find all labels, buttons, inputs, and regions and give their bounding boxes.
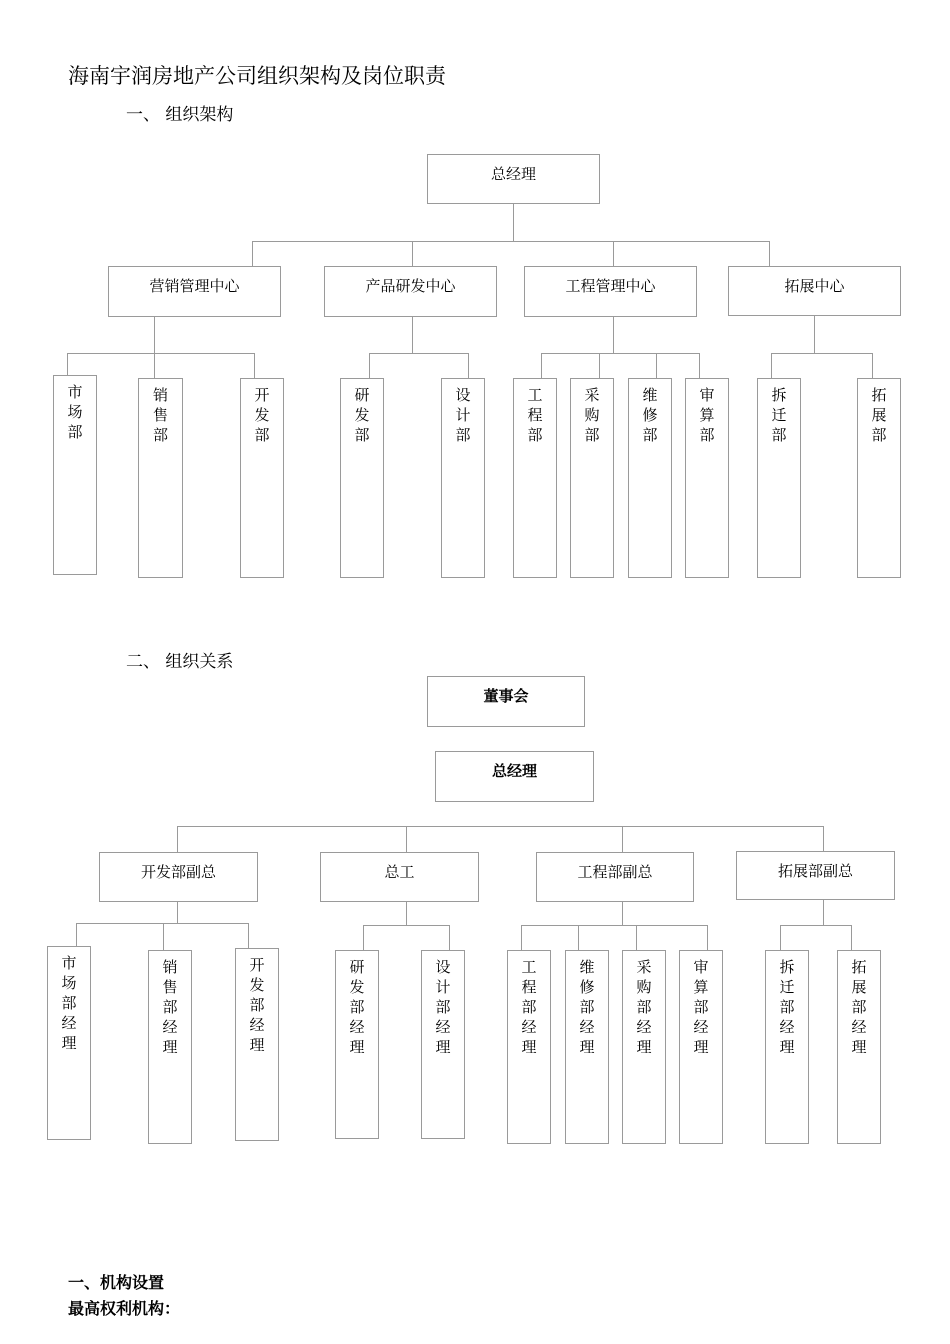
org-node-label: 设 计 部 经 理 [435, 958, 451, 1056]
org-node-label: 研 发 部 经 理 [349, 958, 365, 1056]
org-node-dept [570, 378, 614, 578]
org-node-label: 审 算 部 [699, 386, 715, 444]
org-node-label: 维 修 部 经 理 [579, 958, 595, 1056]
document-title: 海南宇润房地产公司组织架构及岗位职责 [68, 64, 446, 88]
org-node-manager [148, 950, 192, 1144]
org-node-manager [679, 950, 723, 1144]
org-node-engineering-center: 工程管理中心 [524, 266, 697, 317]
org-node-label: 维 修 部 [642, 386, 658, 444]
org-node-label: 工 程 部 [527, 386, 543, 444]
org-node-general-manager: 总经理 [427, 154, 600, 204]
org-node-label: 市 场 部 经 理 [61, 954, 77, 1052]
org-node-label: 拓 展 部 [871, 386, 887, 444]
org-node-label: 采 购 部 经 理 [636, 958, 652, 1056]
org-node-marketing-center: 营销管理中心 [108, 266, 281, 317]
org-node-manager [235, 948, 279, 1141]
section-org-relations-heading: 二、 组织关系 [126, 652, 234, 672]
org-node-dept [513, 378, 557, 578]
org-node-dept [340, 378, 384, 578]
section-institution-subheading: 最高权利机构： [68, 1299, 181, 1318]
org-node-dept [441, 378, 485, 578]
org-node-label: 销 售 部 经 理 [162, 958, 178, 1056]
org-node-manager [335, 950, 379, 1139]
org-node-dept [857, 378, 901, 578]
org-node-label: 工 程 部 经 理 [521, 958, 537, 1056]
org-node-deputy: 拓展部副总 [736, 851, 895, 900]
org-node-label: 审 算 部 经 理 [693, 958, 709, 1056]
org-node-label: 采 购 部 [584, 386, 600, 444]
org-node-manager [765, 950, 809, 1144]
org-node-label: 设 计 部 [455, 386, 471, 444]
org-node-dept [628, 378, 672, 578]
org-node-dept [240, 378, 284, 578]
org-node-label: 拆 迁 部 [771, 386, 787, 444]
org-node-general-manager-2: 总经理 [435, 751, 594, 802]
org-node-board: 董事会 [427, 676, 585, 727]
org-node-dept [53, 375, 97, 575]
org-node-deputy: 开发部副总 [99, 852, 258, 902]
org-node-dept [138, 378, 183, 578]
section-institution-heading: 一、机构设置 [68, 1273, 165, 1292]
org-node-deputy: 总工 [320, 852, 479, 902]
org-node-deputy: 工程部副总 [536, 852, 694, 902]
org-node-manager [47, 946, 91, 1140]
org-node-expansion-center: 拓展中心 [728, 266, 901, 316]
org-node-label: 拓 展 部 经 理 [851, 958, 867, 1056]
org-node-manager [507, 950, 551, 1144]
org-node-label: 研 发 部 [354, 386, 370, 444]
org-node-label: 开 发 部 [254, 386, 270, 444]
org-node-label: 开 发 部 经 理 [249, 956, 265, 1054]
org-node-label: 销 售 部 [152, 386, 168, 444]
org-node-manager [421, 950, 465, 1139]
section-org-structure-heading: 一、 组织架构 [126, 105, 234, 125]
org-node-manager [565, 950, 609, 1144]
org-node-product-rd-center: 产品研发中心 [324, 266, 497, 317]
org-node-label: 拆 迁 部 经 理 [779, 958, 795, 1056]
org-node-manager [837, 950, 881, 1144]
org-node-dept [757, 378, 801, 578]
org-node-manager [622, 950, 666, 1144]
org-node-dept [685, 378, 729, 578]
org-node-label: 市 场 部 [67, 383, 83, 441]
